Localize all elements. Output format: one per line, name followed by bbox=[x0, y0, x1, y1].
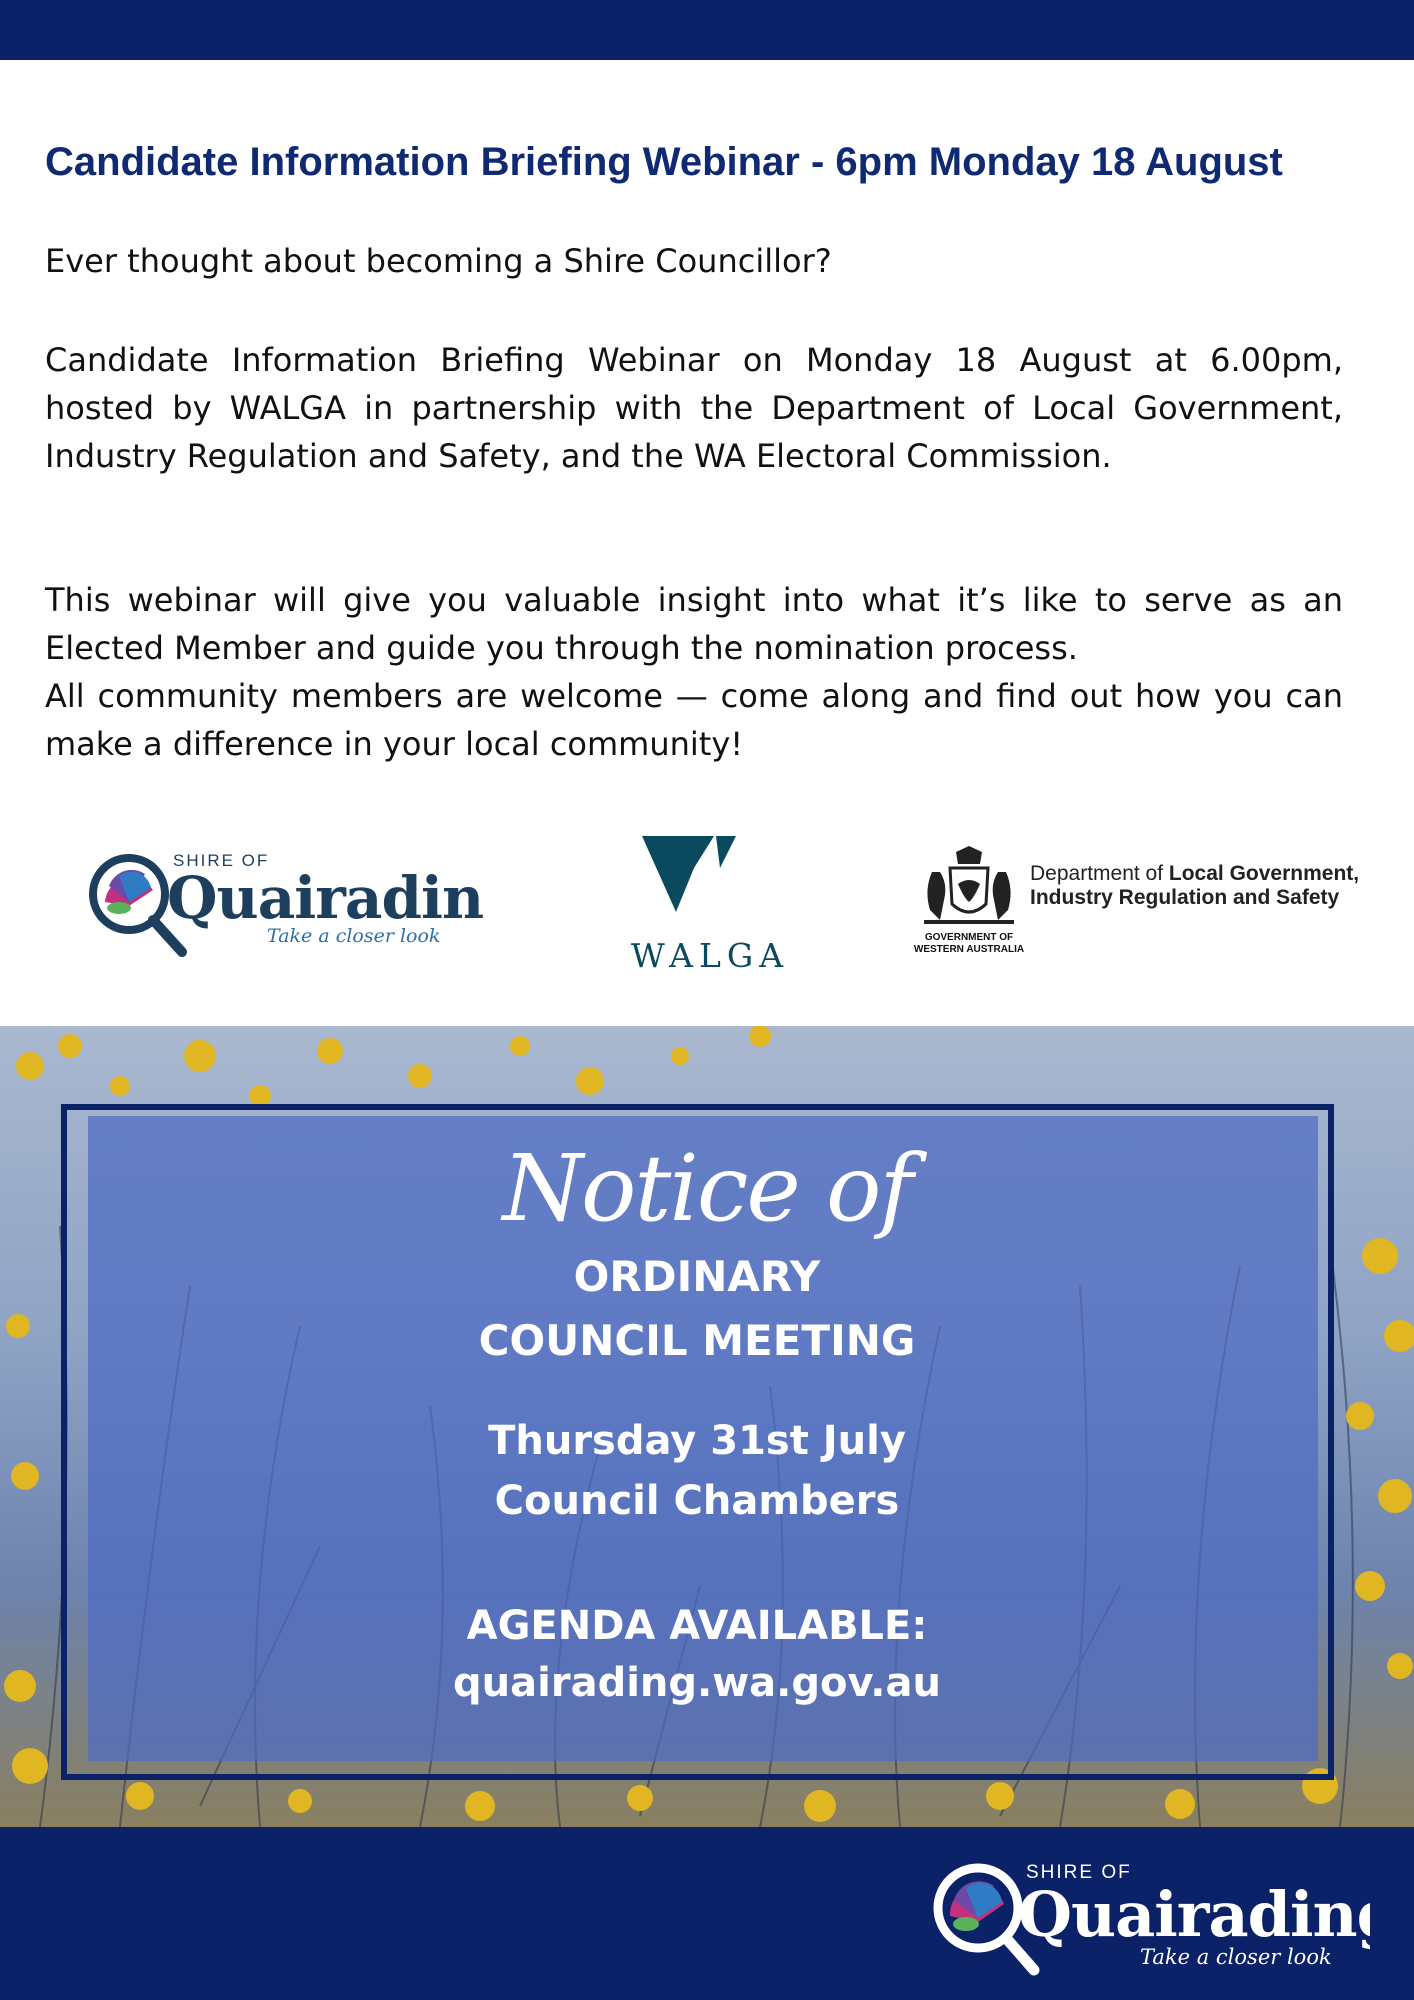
meeting-date: Thursday 31st July bbox=[488, 1418, 906, 1464]
welcome-sentence: All community members are welcome — come along and find out how you can make a difference in your local community! bbox=[45, 677, 1343, 763]
svg-text:Quairading: Quairading bbox=[1018, 1878, 1370, 1951]
walga-logo bbox=[610, 830, 810, 975]
agenda-url: quairading.wa.gov.au bbox=[453, 1660, 941, 1706]
department-name: Department of Local Government, Industry Regulation and Safety bbox=[1030, 862, 1360, 909]
department-local-government-logo bbox=[910, 840, 1380, 965]
notice-of-script-heading: Notice of bbox=[502, 1135, 912, 1242]
quairading-wordmark: Quairadin bbox=[167, 864, 484, 932]
shire-of-text: SHIRE OF bbox=[173, 851, 270, 870]
intro-question: Ever thought about becoming a Shire Councillor? bbox=[45, 242, 832, 280]
walga-wordmark: WALGA bbox=[630, 936, 790, 975]
svg-text:Take a closer look: Take a closer look bbox=[1140, 1945, 1332, 1969]
tagline-text: Take a closer look bbox=[267, 925, 441, 947]
svg-text:SHIRE OF: SHIRE OF bbox=[1026, 1862, 1132, 1883]
agenda-label: AGENDA AVAILABLE: bbox=[466, 1603, 928, 1649]
meeting-venue: Council Chambers bbox=[494, 1478, 900, 1524]
webinar-details-paragraph: Candidate Information Briefing Webinar on Monday 18 August at 6.00pm, hosted by WALGA in partnership with the Department of Local Government, Industry Regulation and Safety, and the WA Electoral Commission. bbox=[45, 341, 1343, 475]
shire-of-quairading-logo bbox=[85, 840, 485, 960]
wa-coat-of-arms-icon bbox=[910, 840, 1028, 932]
meeting-type-line2: COUNCIL MEETING bbox=[478, 1316, 916, 1365]
webinar-headline: Candidate Information Briefing Webinar - 6pm Monday 18 August bbox=[45, 140, 1283, 184]
meeting-type-line1: ORDINARY bbox=[573, 1252, 821, 1301]
government-of-wa-caption: GOVERNMENT OF WESTERN AUSTRALIA bbox=[913, 932, 1025, 955]
footer-quairading-logo bbox=[930, 1852, 1370, 1982]
top-banner-bar bbox=[0, 0, 1414, 60]
benefits-sentence: This webinar will give you valuable insight into what it’s like to serve as an Elected Member and guide you through the nomination process. bbox=[45, 581, 1343, 667]
webinar-benefits-paragraph bbox=[45, 576, 1343, 768]
